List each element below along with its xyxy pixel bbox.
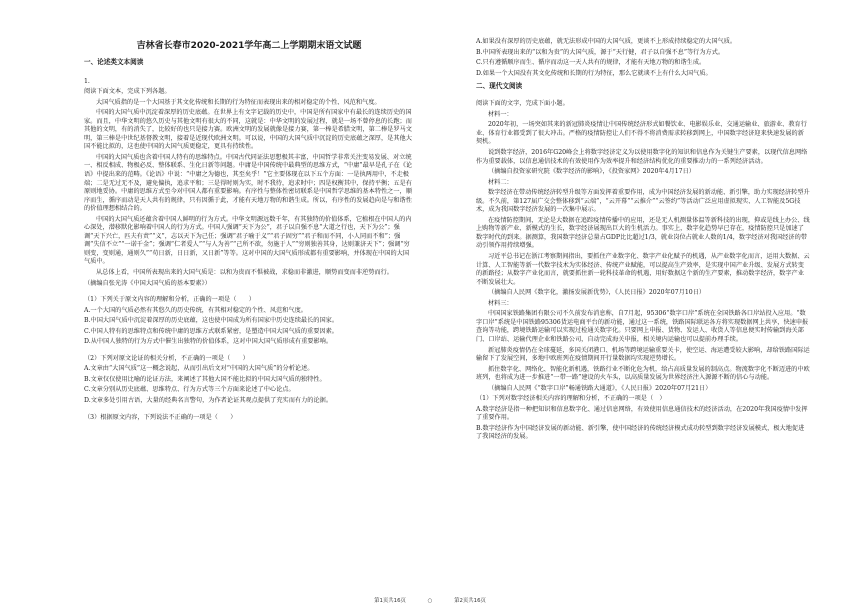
- question-1-option-d: D.从中国人独特的行为方式中催生出独特的价值体系，这对中国大国气质形成有重要影响。: [84, 338, 333, 346]
- question-1-stem: （1）下列关于原文内容的理解和分析，正确的一项是（ ）: [84, 296, 255, 304]
- section-heading-1: 一、论述类文本阅读: [84, 58, 144, 67]
- material-2-label: 材料二：: [488, 178, 513, 186]
- material-paragraph: 在疫情防控期间，无论是大数据在追踪疫情传播中的应用，还是无人机测量体温等新科技的出现，抑或是线上办公、线上购物等新产业、新模式的生长，数字经济展现出巨大的生机活力。事实上，数字化趋势早已存在，疫情防控只是加速了数字时代的到来。据测算，我国数字经济总量占GDP比比超过1/3，就业岗位占就业人数的1/4，数字经济对我国经济的带动引领作用持续增强。: [476, 216, 810, 250]
- question-r1-option-b: B.数字经济作为中国经济发展的新动能、新引擎，使中国经济的传统经济模式成功转型到数字经济发展模式，极大地促进了我国经济的发展。: [476, 424, 805, 441]
- material-3-label: 材料三：: [488, 299, 513, 307]
- material-paragraph: 抓住数字化、网络化、智能化新机遇，铁路行业不断化危为机，给占高质量发展的制高点。物流数字化不断迈进的中欧班列，也将成为进一步推进“一带一路”建设的火车头，以高质量发展为世界经济注入源源不断的信心与动能。: [476, 365, 810, 382]
- page-separator: ○: [427, 598, 433, 604]
- material-source: （摘编自人民网《“数字口岸”畅通铁路大通道》，《人民日报》2020年07月21日）: [488, 384, 712, 392]
- material-source: （摘编自人民网《数字化，激扬发展新优势》，《人民日报》2020年07月10日）: [488, 289, 706, 297]
- question-2-option-b: B.文章仅仅使用比喻的论证方法，来阐述了其他大国不能比拟的中国大国气质的独特性。: [84, 375, 326, 383]
- question-3-option-b: B.中国所表现出来的“以和为贵”的大国气质，源于“天行健，君子以自强不息”等行为方式。: [476, 48, 725, 56]
- question-3-option-d: D.如果一个大国没有其文化传统和长期的行为特征，那么它就谈不上有什么大国气质。: [476, 69, 712, 77]
- material-paragraph: 数字经济在带动传统经济转型升级等方面发挥着重要作用，成为中国经济发展的新动能、新引擎，助力实现经济转型升级。不久前，第127届广交会整体移到“云端”，“云开幕”“云推介”“云签约”等活动广泛应用虚拟现实、人工智能及5G技术，成为我国数字经济发展的一次集中展示。: [476, 189, 810, 214]
- reading-instruction-2: 阅读下面的文字，完成下面小题。: [476, 100, 569, 108]
- page-footer: [0, 596, 860, 604]
- passage-source: （摘编自张光涛《中国大国气质的基本要素》）: [84, 279, 211, 287]
- question-2-option-d: D.文章多处引用古语，大量的经典名言警句，为作者论证其观点提供了充实而有力的论据。: [84, 397, 333, 404]
- question-r1-option-a: A.数字经济是指一种把知识和信息数字化、通过信息网络，有效使用信息通信技术的经济活动，在2020年我国疫情中发挥了重要作用。: [476, 405, 808, 422]
- page-number-left: 第1页共16页: [374, 598, 406, 604]
- material-paragraph: 说到数字经济，2016年G20峰会上将数字经济定义为以使用数字化的知识和信息作为关键生产要素，以现代信息网络作为重要载体，以信息通信技术的有效使用作为效率提升和经济结构优化的重要推动力的一系列经济活动。: [476, 149, 808, 165]
- passage-paragraph: 从总体上看，中国所表现出来的大国气质是：以和为贵而不惧被战，求稳而非激进，顺势而变而非逆势而行。: [96, 268, 393, 276]
- material-source: （摘编自投资家研究院《数字经济的影响》，《投资家网》2020年4月17日）: [488, 168, 695, 176]
- passage-paragraph: 中国的大国气质也含着中国人特有的思维特点。中国古代同证法思想极其丰富，中国哲学非常关注变易发展、对立统一、相反相成、物极必反、整体联系、生化日新等问题。中庸是中国传统中最典型的思维方式，“中庸”最早是孔子在《论语》中提出来的范畴。《论语》中说：“中庸之为德也，其至矣乎！”它主要体现在以下五个方面：一是执两用中，不走极端；二是无过无不及，避免偏执，追求平和；三是得时则为实，时不我待，追求时中；四是权衡其中，保持平衡；五是有原则地妥协。中庸的思维方式至今对中国人都有重要影响。有序性与整体性密切联系是中国哲学思维的基本特性之一，顺序而生，循序而动是天人共有的规律，只有因循于此，才能有天地万物的和谐生成。所以，有序性的发展趋向是与和谐性的价值理想相结合的。: [84, 153, 413, 213]
- passage-paragraph: 中国的大国气质还蕴含着中国人鲜明的行为方式。中华文明源远数千年，有其独特的价值体系，它植根在中国人的内心深处，潜移默化影响着中国人的行为方式。中国人强调“天下为公”，君子以自强不息“大道之行也，天下为公”；强调“天下兴亡，匹夫有责”“义”，志以天下为己任；强调“君子喻于义”“君子固穷”“君子和而不同，小人同而不和”；强调“失信不立”“一诺千金”；强调“仁者爱人”“与人为善”“己所不欲，勿施于人”“穷则独善其身，达则兼济天下”；强调“穷则变，变则通，通则久”“苟日新，日日新，又日新”等等。这对中国的大国气质形成都有重要影响，并体现在中国的大国气质中。: [84, 215, 412, 266]
- question-3-option-a: A.如果没有深厚的历史底蕴，就无法形成中国的大国气质，更谈不上形成持续稳定的大国气质。: [476, 38, 737, 45]
- page-number-right: 第2页共16页: [454, 598, 486, 604]
- reading-instruction: 阅读下面文本，完成下列各题。: [84, 88, 171, 96]
- item-number: 1.: [84, 77, 90, 85]
- question-1-option-a: A.一个大国的气质必然有其悠久的历史传统，有其相对稳定的个性、风范和气度。: [84, 306, 307, 314]
- right-page: [427, 0, 860, 608]
- material-paragraph: 2020年初，一场突如其来的新冠肺炎疫情让中国传统经济形式如餐饮业、电影娱乐业、交通运输业、旅游业、教育行业、体育行业都受到了很大冲击。严格的疫情防控让人们不得不将消费需求转移到网上，中国数字经济迎来快速发展的新契机。: [476, 121, 807, 146]
- question-3-stem: （3）根据原文内容，下列说法不正确的一项是（ ）: [84, 413, 237, 421]
- passage-paragraph: 中国的大国气质中沉淀着深厚的历史底蕴。在世界上有文字记载的历史中，中国是所有国家中有最长的连续历史的国家。而且，中华文明的悠久历史与其他文明有很大的不同，这就是：中华文明的发展过程，就是一场不曾停息的长跑；而其他的文明，有的消失了，比较好的也只是接力赛。欧洲文明的发展就像是接力赛，第一棒是希腊文明，第二棒是罗马文明，第三棒是中世纪基督教文明，接着是近现代欧洲文明。可以说，中国的大国气质中沉淀的历史底蕴之深厚，是其他大国不能比拟的，这也使中国的大国气质更稳定，更具有持续性。: [84, 109, 412, 151]
- question-3-option-c: C.只有遵循顺序而生、循序而动这一天人共有的规律，才能有天地万物的和谐生成。: [476, 59, 706, 67]
- question-1-option-c: C.中国人特有的思维特点和传统中庸的思维方式联系紧密，是塑造中国大国气质的重要因素。: [84, 327, 338, 335]
- question-2-option-c: C.文章分别从历史底蕴、思维特点、行为方式等三个方面来论述了中心论点。: [84, 386, 295, 394]
- question-1-option-b: B.中国大国气质中沉淀着深厚的历史底蕴，这也使中国成为所有国家中历史连续最长的国家。: [84, 317, 339, 325]
- material-paragraph: 中国国家铁路集团有限公司不久前发布消息称，自7月起，95306“数字口岸”系统在全国铁路各口岸站投入应用。“数字口岸”系统是中国铁路95306货运电商平台的新功能，通过这一系统，铁路国际联运各方将实现数据网上共享，快速申报查询等功能，跨境铁路运输可以实现过检通关数字化。只要网上申报、货物、发运人、收货人等信息便实时传输到海关部门、口岸站、运输代理企业和铁路公司，自动完成海关申报，相关境内运输也可以提前办理手续。: [476, 310, 809, 343]
- exam-title: 吉林省长春市2020-2021学年高二上学期期末语文试题: [136, 41, 362, 51]
- passage-paragraph: 大国气质指的是一个大国基于其文化传统和长期的行为特征而表现出来的相对稳定的个性、风范和气度。: [96, 98, 381, 106]
- material-paragraph: 习近平总书记在浙江考察期间指出，要抓住产业数字化、数字产业化赋予的机遇，从产业数字化而言，运用大数据、云计算、人工智能等新一代数字技术为实体经济、传统产业赋能，可以提高生产效率，是实现中国产业升级、发展方式转变的新路径；从数字产业化而言，就要抓住新一轮科技革命的机遇，用好数据这个新的生产要素，推动数字经济，数字产业不断发展壮大。: [476, 253, 810, 286]
- material-1-label: 材料一：: [488, 110, 513, 118]
- question-2-option-a: A.文章由“大国气质”这一概念说起，从而引出后文对“中国的大国气质”的分析论述。: [84, 365, 314, 373]
- material-paragraph: 新冠肺炎疫情仍在全球蔓延，多国关闭港口、机场等跨境运输重要关卡，使空运、海运遭受较大影响，却给铁路国际运输留下了发展空间，多地中欧班列在疫情期间开行量数据均实现逆势增长。: [476, 346, 810, 363]
- question-r1-stem: （1）下列对数字经济相关内容的理解和分析，不正确的一项是（ ）: [476, 395, 666, 403]
- question-2-stem: （2）下列对原文论证的相关分析，不正确的一项是（ ）: [84, 354, 249, 362]
- section-heading-2: 二、现代文阅读: [476, 82, 523, 91]
